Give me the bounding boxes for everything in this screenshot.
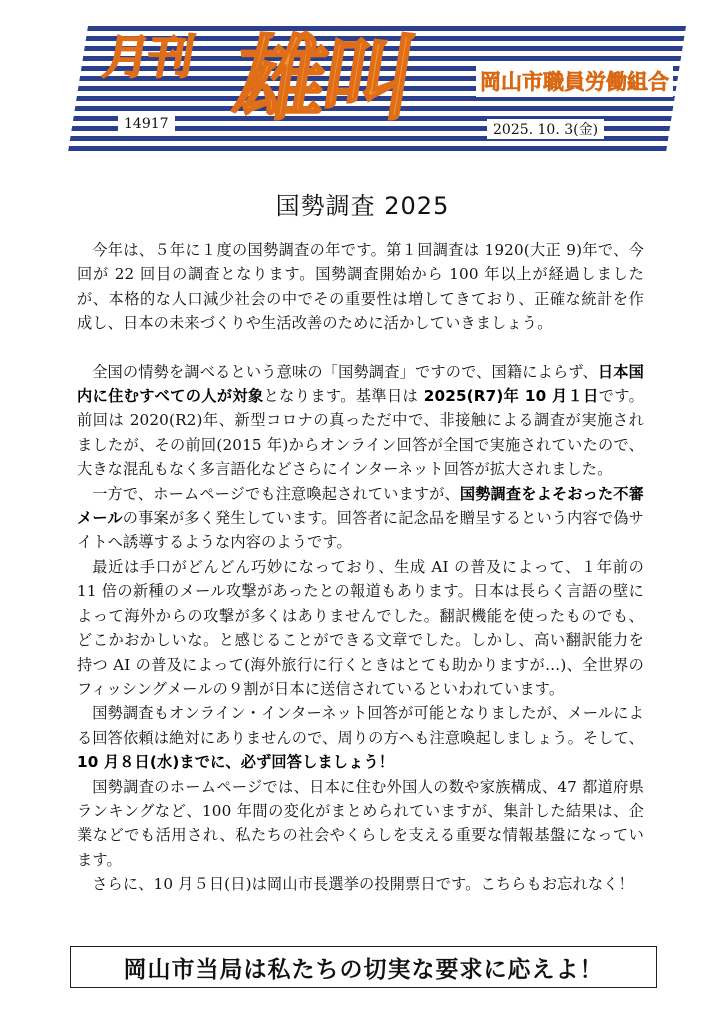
masthead-title-large: 雄叫 <box>226 26 420 133</box>
emphasis-scam-mail: 国勢調査をよそおった不審メール <box>77 484 644 528</box>
masthead-title-small: 月刊 <box>99 30 197 84</box>
paragraph-text: 全国の情勢を調べるという意味の「国勢調査」ですので、国籍によらず、 <box>92 362 598 381</box>
paragraph-target <box>77 360 644 482</box>
emphasis-reference-date: 2025(R7)年 10 月１日 <box>418 387 599 406</box>
paragraph-election: さらに、10 月５日(日)は岡山市長選挙の投開票日です。こちらもお忘れなく！ <box>92 875 634 894</box>
footer-slogan: 岡山市当局は私たちの切実な要求に応えよ！ <box>70 946 657 988</box>
emphasis-target-residents: 日本国内に住むすべての人が対象 <box>77 362 645 406</box>
paragraph-deadline <box>77 701 644 774</box>
emphasis-deadline: 10 月８日(水)までに、必ず回答しましょう！ <box>77 753 395 772</box>
paragraph-text: 一方で、ホームページでも注意喚起されていますが、 <box>92 484 460 503</box>
union-name: 岡山市職員労働組合 <box>476 65 673 97</box>
paragraph-intro: 今年は、５年に１度の国勢調査の年です。第１回調査は 1920(大正 9)年で、今回が 22 回目の調査となります。国勢調査開始から 100 年以上が経過しましたが、本格的な人口減少社会の中でその重要性は増してきており、正確な統計を作成し、日本の未来づくりや生活改善のために活かしていきましょう。 <box>77 241 644 333</box>
paragraph-statistics: 国勢調査のホームページでは、日本に住む外国人の数や家族構成、47 都道府県ランキングなど、100 年間の変化がまとめられていますが、集計した結果は、企業などでも活用され、私たちの社会やくらしを支える重要な情報基盤になっています。 <box>77 777 644 869</box>
paragraph-text: となります。基準日は <box>263 387 419 406</box>
article-title: 国勢調査 2025 <box>275 192 450 220</box>
paragraph-scam-warning <box>77 482 644 555</box>
issue-number: 14917 <box>118 116 175 132</box>
paragraph-ai-phishing: 最近は手口がどんどん巧妙になっており、生成 AI の普及によって、１年前の 11 倍の新種のメール攻撃があったとの報道もあります。日本は長らく言語の壁によって海外からの攻撃が多くはありませんでした。翻訳機能を使ったものでも、どこかおかしいな。と感じることができる文章でした。しかし、高い翻訳能力を持つ AI の普及によって(海外旅行に行くときはとても助かりますが…)、全世界のフィッシングメールの９割が日本に送信されているといわれています。 <box>77 557 644 698</box>
article-body <box>77 238 644 897</box>
paragraph-text: の事案が多く発生しています。回答者に記念品を贈呈するという内容で偽サイトへ誘導するような内容のようです。 <box>77 509 644 552</box>
paragraph-text: 国勢調査もオンライン・インターネット回答が可能となりましたが、メールによる回答依頼は絶対にありませんので、周りの方へも注意喚起しましょう。そして、 <box>77 704 644 747</box>
issue-date: 2025. 10. 3(金) <box>487 119 604 139</box>
paragraph-text: です。前回は 2020(R2)年、新型コロナの真っただ中で、非接触による調査が実施されましたが、その前回(2015 年)からオンライン回答が全国で実施されていたので、大きな混乱もなく多言語化などさらにインターネット回答が拡大されました。 <box>77 387 645 479</box>
